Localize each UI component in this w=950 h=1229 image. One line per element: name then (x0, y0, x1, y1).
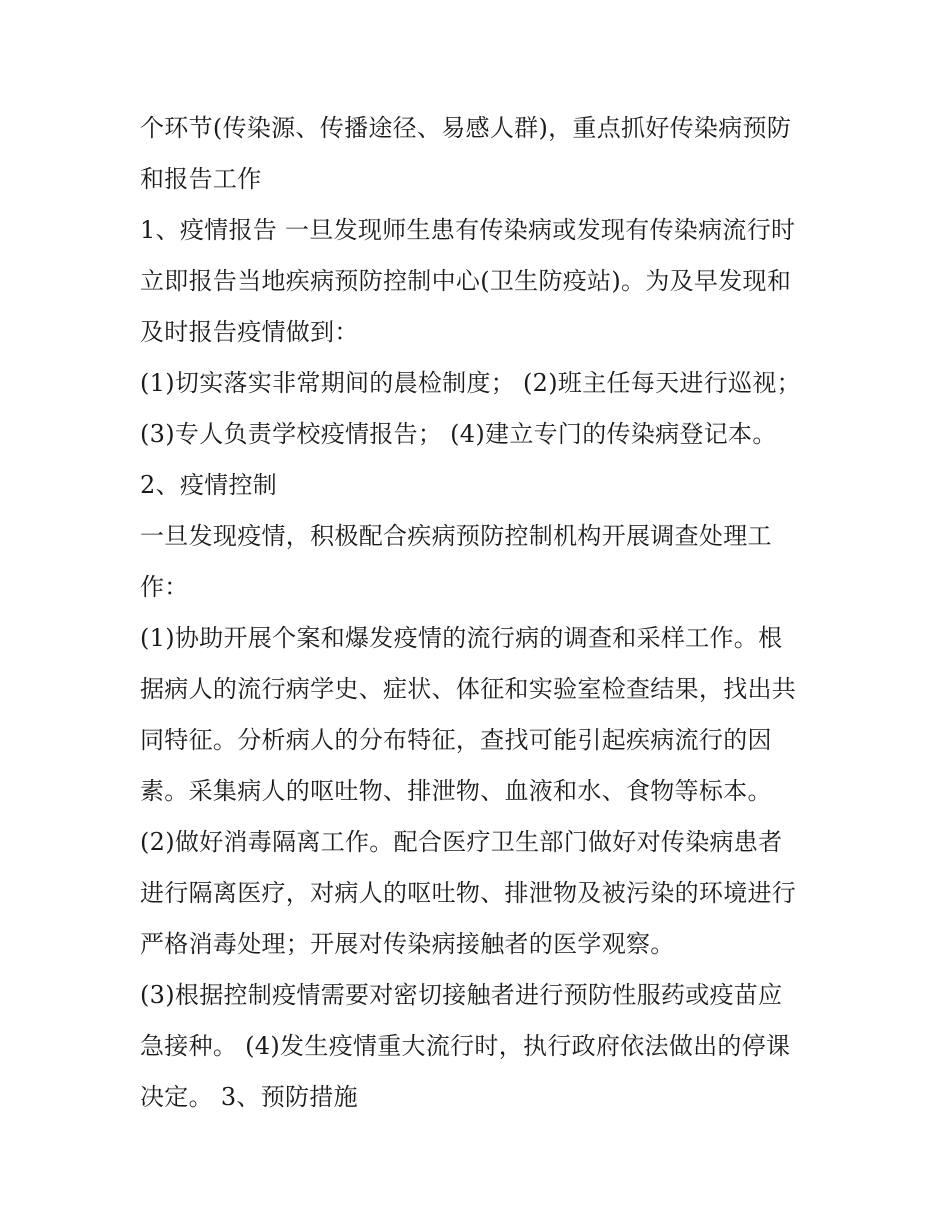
text-line: (1)切实落实非常期间的晨检制度； (2)班主任每天进行巡视； (140, 369, 801, 397)
text-line: 一旦发现疫情，积极配合疾病预防控制机构开展调查处理工 (140, 522, 772, 550)
text-line: (3)根据控制疫情需要对密切接触者进行预防性服药或疫苗应 (140, 981, 783, 1009)
text-line: (2)做好消毒隔离工作。配合医疗卫生部门做好对传染病患者 (140, 828, 783, 856)
text-line: 素。采集病人的呕吐物、排泄物、血液和水、食物等标本。 (140, 777, 772, 805)
text-line: 个环节(传染源、传播途径、易感人群)，重点抓好传染病预防 (140, 114, 792, 142)
document-body (140, 103, 820, 1123)
section-heading: 2、疫情控制 (140, 471, 278, 499)
text-line: (1)协助开展个案和爆发疫情的流行病的调查和采样工作。根 (140, 624, 783, 652)
text-line: 立即报告当地疾病预防控制中心(卫生防疫站)。为及早发现和 (140, 267, 792, 295)
text-line: 急接种。 (4)发生疫情重大流行时，执行政府依法做出的停课 (140, 1032, 791, 1060)
text-line: 据病人的流行病学史、症状、体征和实验室检查结果，找出共 (140, 675, 797, 703)
text-line: 及时报告疫情做到： (140, 318, 359, 346)
text-line: (3)专人负责学校疫情报告； (4)建立专门的传染病登记本。 (140, 420, 777, 448)
text-line: 严格消毒处理；开展对传染病接触者的医学观察。 (140, 930, 675, 958)
text-line: 同特征。分析病人的分布特征，查找可能引起疾病流行的因 (140, 726, 772, 754)
text-line: 决定。 3、预防措施 (140, 1083, 358, 1111)
text-line: 进行隔离医疗，对病人的呕吐物、排泄物及被污染的环境进行 (140, 879, 797, 907)
text-line: 和报告工作 (140, 165, 262, 193)
text-line: 作： (140, 573, 189, 601)
text-line: 1、疫情报告 一旦发现师生患有传染病或发现有传染病流行时 (140, 216, 796, 244)
